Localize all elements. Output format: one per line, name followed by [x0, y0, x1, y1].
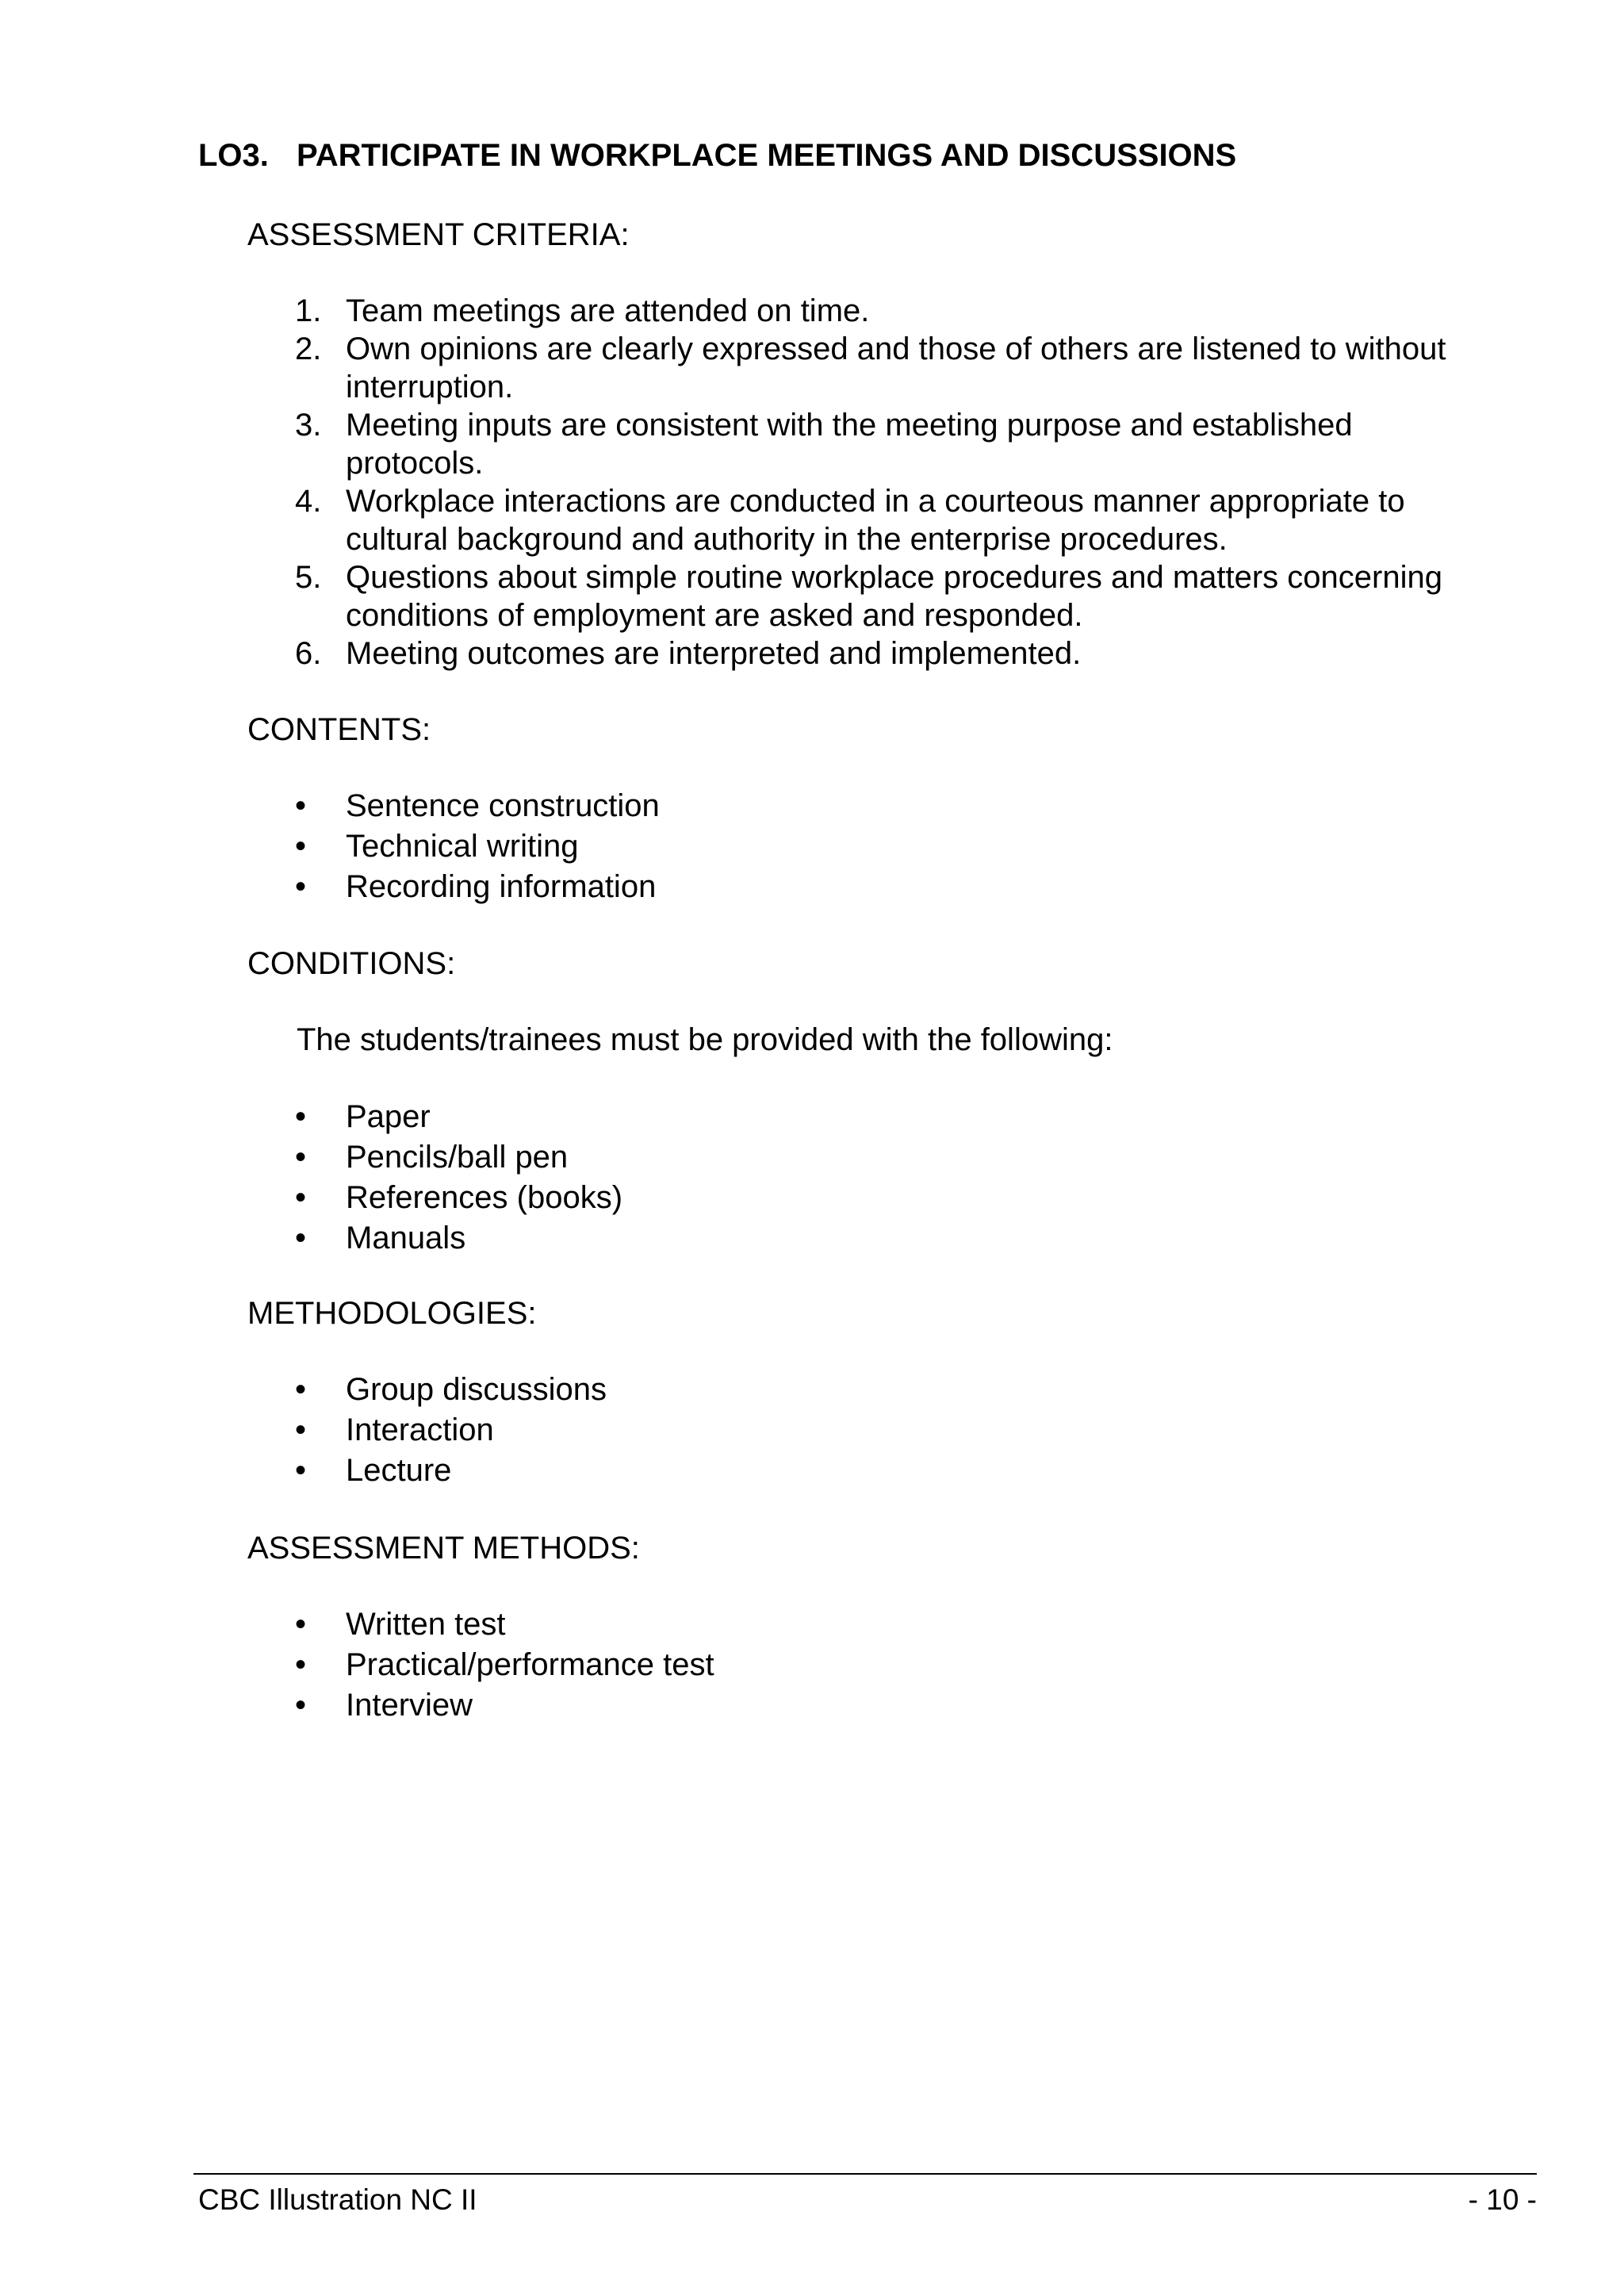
- bullet-icon: •: [295, 1140, 307, 1175]
- item-text: Practical/performance test: [346, 1647, 714, 1682]
- assessment-criteria-label: ASSESSMENT CRITERIA:: [247, 217, 630, 252]
- methodologies-list: [0, 1370, 607, 1491]
- item-text: Meeting inputs are consistent with the meeting purpose and established: [346, 408, 1353, 443]
- item-text-continued: protocols.: [346, 446, 484, 481]
- item-number: 5.: [295, 560, 322, 595]
- item-number: 2.: [295, 332, 322, 366]
- contents-list: [0, 786, 660, 907]
- list-item: [0, 1097, 622, 1137]
- contents-label: CONTENTS:: [247, 712, 431, 747]
- item-number: 6.: [295, 636, 322, 671]
- item-text: Own opinions are clearly expressed and those of others are listened to without: [346, 332, 1446, 366]
- footer-divider: [193, 2173, 1537, 2175]
- list-item: [0, 786, 660, 826]
- learning-outcome-code: LO3.: [198, 138, 269, 173]
- item-text: Paper: [346, 1099, 431, 1134]
- item-text: Workplace interactions are conducted in a courteous manner appropriate to: [346, 484, 1405, 519]
- bullet-icon: •: [295, 1180, 307, 1215]
- item-text: Interview: [346, 1688, 473, 1723]
- item-number: 1.: [295, 293, 322, 328]
- learning-outcome-title: PARTICIPATE IN WORKPLACE MEETINGS AND DISCUSSIONS: [297, 138, 1237, 173]
- bullet-icon: •: [295, 1647, 307, 1682]
- item-number: 3.: [295, 408, 322, 443]
- item-text-continued: conditions of employment are asked and responded.: [346, 598, 1083, 633]
- conditions-list: [0, 1097, 622, 1259]
- list-item: [0, 1137, 622, 1178]
- item-number: 4.: [295, 484, 322, 519]
- bullet-icon: •: [295, 869, 307, 904]
- conditions-label: CONDITIONS:: [247, 946, 456, 981]
- bullet-icon: •: [295, 1099, 307, 1134]
- methodologies-label: METHODOLOGIES:: [247, 1296, 537, 1331]
- item-text-continued: interruption.: [346, 370, 514, 404]
- list-item: [0, 330, 1446, 406]
- list-item: [0, 1604, 714, 1645]
- page-number: - 10 -: [1468, 2183, 1537, 2216]
- list-item: [0, 1370, 607, 1410]
- item-text: Lecture: [346, 1453, 452, 1488]
- list-item: [0, 1410, 607, 1451]
- list-item: [0, 1451, 607, 1491]
- item-text: Manuals: [346, 1221, 466, 1255]
- item-text: Interaction: [346, 1412, 494, 1447]
- item-text: Team meetings are attended on time.: [346, 293, 870, 328]
- list-item: [0, 1685, 714, 1726]
- list-item: [0, 406, 1446, 482]
- bullet-icon: •: [295, 1372, 307, 1407]
- list-item: [0, 634, 1446, 673]
- list-item: [0, 1218, 622, 1259]
- list-item: [0, 1645, 714, 1685]
- item-text: Group discussions: [346, 1372, 607, 1407]
- list-item: [0, 1178, 622, 1218]
- bullet-icon: •: [295, 1607, 307, 1642]
- item-text: Questions about simple routine workplace procedures and matters concerning: [346, 560, 1442, 595]
- list-item: [0, 482, 1446, 558]
- item-text: Meeting outcomes are interpreted and implemented.: [346, 636, 1082, 671]
- list-item: [0, 826, 660, 867]
- item-text: References (books): [346, 1180, 623, 1215]
- assessment-criteria-list: [0, 292, 1446, 673]
- assessment-methods-list: [0, 1604, 714, 1726]
- assessment-methods-label: ASSESSMENT METHODS:: [247, 1531, 640, 1566]
- bullet-icon: •: [295, 1688, 307, 1723]
- bullet-icon: •: [295, 829, 307, 864]
- conditions-intro: The students/trainees must be provided with the following:: [297, 1022, 1113, 1057]
- item-text: Written test: [346, 1607, 506, 1642]
- bullet-icon: •: [295, 788, 307, 823]
- bullet-icon: •: [295, 1221, 307, 1255]
- bullet-icon: •: [295, 1453, 307, 1488]
- list-item: [0, 292, 1446, 330]
- item-text: Recording information: [346, 869, 657, 904]
- item-text: Technical writing: [346, 829, 579, 864]
- item-text-continued: cultural background and authority in the enterprise procedures.: [346, 522, 1228, 557]
- item-text: Sentence construction: [346, 788, 660, 823]
- page-heading: [198, 136, 1236, 174]
- footer-document-title: CBC Illustration NC II: [198, 2183, 477, 2216]
- list-item: [0, 558, 1446, 634]
- bullet-icon: •: [295, 1412, 307, 1447]
- item-text: Pencils/ball pen: [346, 1140, 569, 1175]
- list-item: [0, 867, 660, 907]
